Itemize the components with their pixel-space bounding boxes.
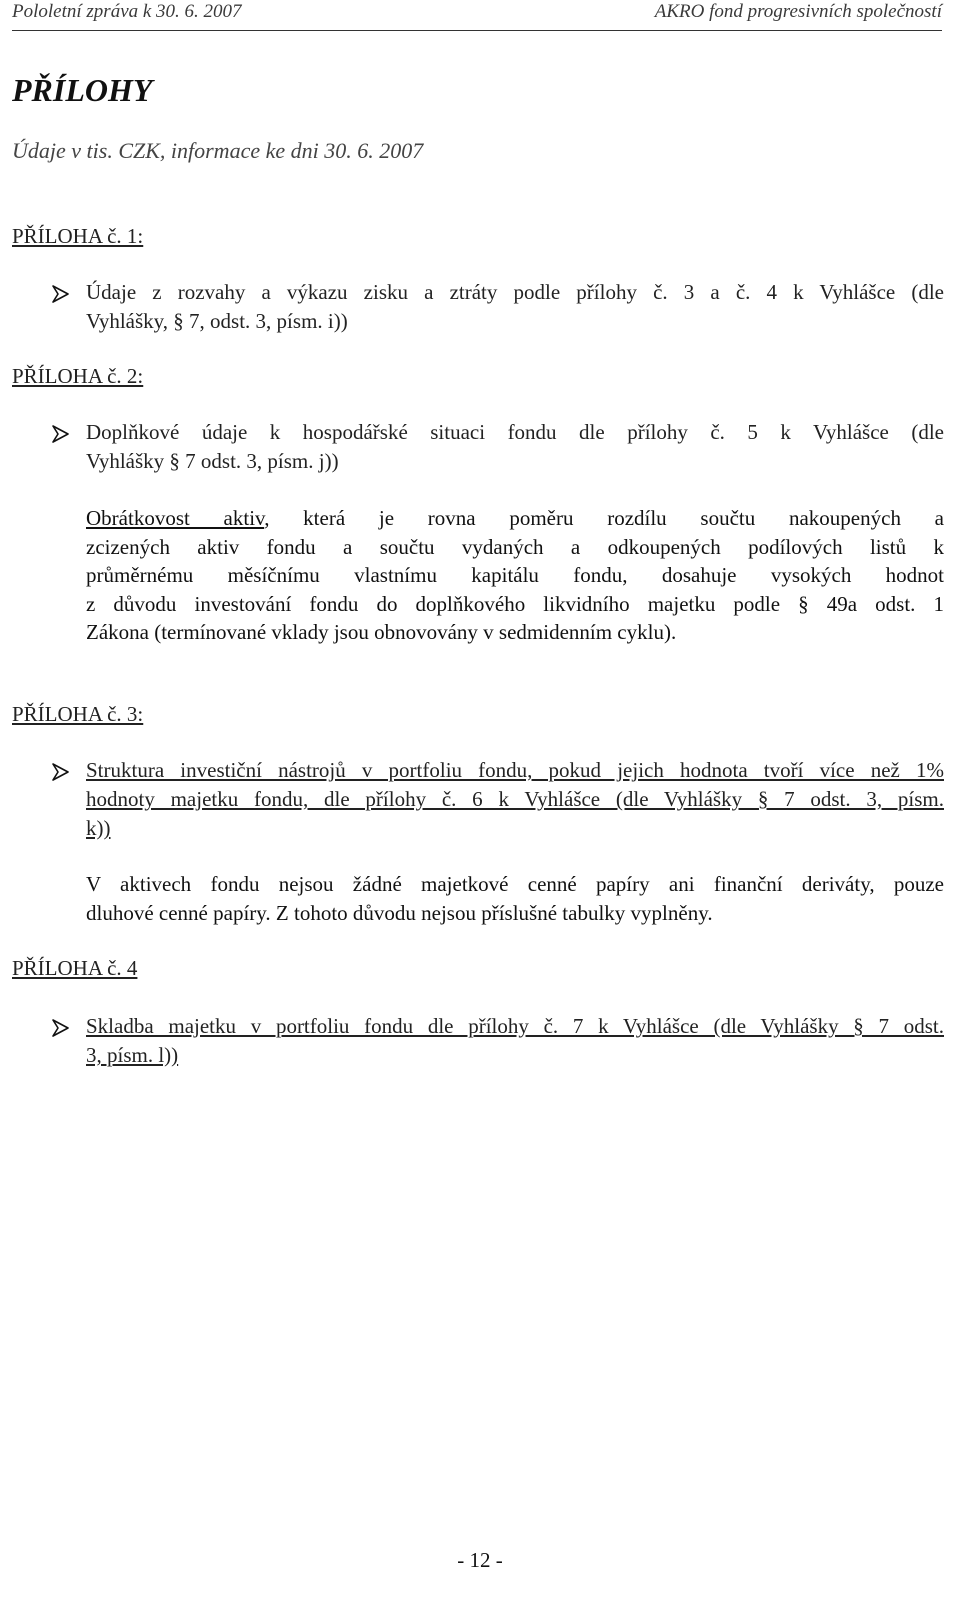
appendix-4-bullet-line-1: Skladba majetku v portfoliu fondu dle přílohy č. 7 k Vyhlášce (dle Vyhlášky § 7 odst. [86,1014,944,1038]
appendix-2-bullet [86,418,944,476]
appendix-2-bullet-line-1: Doplňkové údaje k hospodářské situaci fondu dle přílohy č. 5 k Vyhlášce (dle [86,420,944,444]
appendix-4-heading-text: PŘÍLOHA č. 4 [12,956,138,980]
header-left-text: Pololetní zpráva k 30. 6. 2007 [12,1,242,22]
appendix-1-bullet [86,278,944,336]
appendix-1-heading [12,224,143,249]
paragraph-line: Zákona (termínované vklady jsou obnovovány v sedmidenním cyklu). [86,620,677,644]
appendix-2-paragraph [86,504,944,647]
appendix-4-bullet-line-2: 3, písm. l)) [86,1043,179,1067]
appendix-3-bullet-line-3: k)) [86,816,111,840]
paragraph-line: dluhové cenné papíry. Z tohoto důvodu nejsou příslušné tabulky vyplněny. [86,900,713,925]
appendix-3-bullet-line-1: Struktura investiční nástrojů v portfoliu fondu, pokud jejich hodnota tvoří více než 1% [86,758,944,782]
appendix-3-heading [12,702,143,727]
appendix-4-bullet [86,1012,944,1070]
arrow-bullet-icon [52,284,70,304]
appendix-2-heading-text: PŘÍLOHA č. 2: [12,364,144,388]
running-header [12,0,942,31]
appendix-3-bullet-line-2: hodnoty majetku fondu, dle přílohy č. 6 k Vyhlášce (dle Vyhlášky § 7 odst. 3, písm. [86,787,944,811]
appendix-2-heading [12,364,143,389]
page-subtitle: Údaje v tis. CZK, informace ke dni 30. 6. 2007 [12,138,424,163]
arrow-bullet-icon [52,762,70,782]
page-number: - 12 - [457,1548,503,1572]
paragraph-line: V aktivech fondu nejsou žádné majetkové cenné papíry ani finanční deriváty, pouze [86,872,944,896]
turnover-term: Obrátkovost aktiv [86,506,265,530]
header-right-text: AKRO fond progresivních společností [654,1,942,22]
page-title: PŘÍLOHY [12,72,153,108]
arrow-bullet-icon [52,424,70,444]
appendix-4-heading [12,956,137,981]
appendix-3-heading-text: PŘÍLOHA č. 3: [12,702,144,726]
paragraph-line: zcizených aktiv fondu a součtu vydaných a odkoupených podílových listů k [86,534,944,559]
appendix-3-bullet [86,756,944,843]
arrow-bullet-icon [52,1018,70,1038]
appendix-1-bullet-line-2: Vyhlášky, § 7, odst. 3, písm. i)) [86,309,348,333]
appendix-1-heading-text: PŘÍLOHA č. 1: [12,224,144,248]
paragraph-line [86,504,944,533]
paragraph-line: z důvodu investování fondu do doplňkového likvidního majetku podle § 49a odst. 1 [86,591,944,616]
paragraph-line: průměrnému měsíčnímu vlastnímu kapitálu fondu, dosahuje vysokých hodnot [86,563,944,587]
appendix-2-bullet-line-2: Vyhlášky § 7 odst. 3, písm. j)) [86,449,339,473]
appendix-3-paragraph [86,870,944,927]
appendix-1-bullet-line-1: Údaje z rozvahy a výkazu zisku a ztráty podle přílohy č. 3 a č. 4 k Vyhlášce (dle [86,280,944,304]
paragraph-line-text: , která je rovna poměru rozdílu součtu nakoupených a [264,506,944,530]
